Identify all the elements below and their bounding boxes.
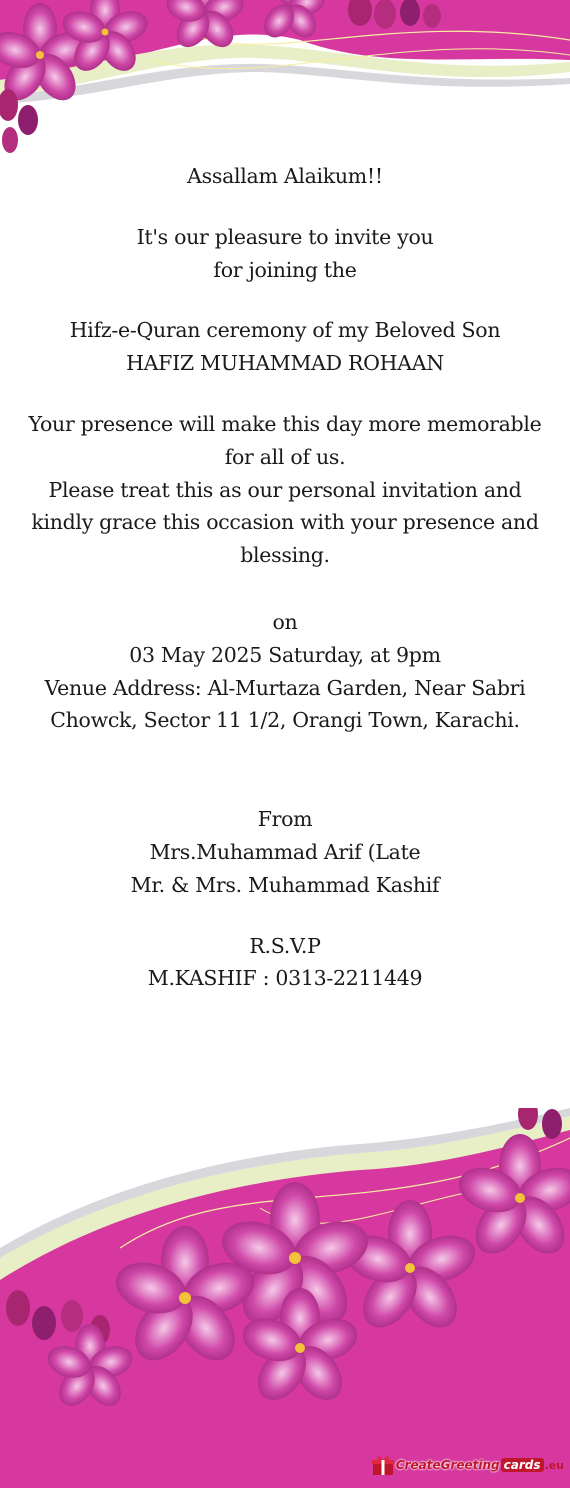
treat-line-2: kindly grace this occasion with your presence and — [31, 510, 539, 535]
host-line-1: Mrs.Muhammad Arif (Late — [149, 839, 421, 864]
presence-line-1: Your presence will make this day more memorable — [28, 411, 542, 436]
invite-line-2: for joining the — [213, 257, 357, 282]
venue-line-2: Chowck, Sector 11 1/2, Orangi Town, Karachi. — [50, 708, 520, 733]
branding-watermark — [371, 1454, 564, 1476]
ceremony-title: Hifz-e-Quran ceremony of my Beloved Son — [69, 318, 501, 343]
rsvp-label: R.S.V.P — [249, 933, 321, 958]
bottom-floral-decoration — [0, 1108, 570, 1488]
gift-icon — [371, 1454, 395, 1476]
treat-line-3: blessing. — [240, 543, 330, 568]
on-label: on — [272, 609, 298, 634]
presence-line-2: for all of us. — [224, 444, 346, 469]
treat-line-1: Please treat this as our personal invitation and — [48, 477, 522, 502]
rsvp-contact: M.KASHIF : 0313-2211449 — [147, 966, 423, 991]
greeting: Assallam Alaikum!! — [187, 164, 383, 188]
invite-line-1: It's our pleasure to invite you — [136, 224, 434, 249]
venue-line-1: Venue Address: Al-Murtaza Garden, Near Sabri — [44, 675, 526, 700]
from-label: From — [257, 807, 313, 832]
host-line-2: Mr. & Mrs. Muhammad Kashif — [130, 872, 440, 897]
honoree-name: HAFIZ MUHAMMAD ROHAAN — [126, 351, 444, 376]
branding-part-3: .eu — [544, 1458, 564, 1472]
event-datetime: 03 May 2025 Saturday, at 9pm — [129, 642, 441, 667]
invitation-text — [20, 160, 550, 995]
branding-part-2: cards — [501, 1458, 544, 1472]
branding-part-1: CreateGreeting — [395, 1458, 500, 1472]
